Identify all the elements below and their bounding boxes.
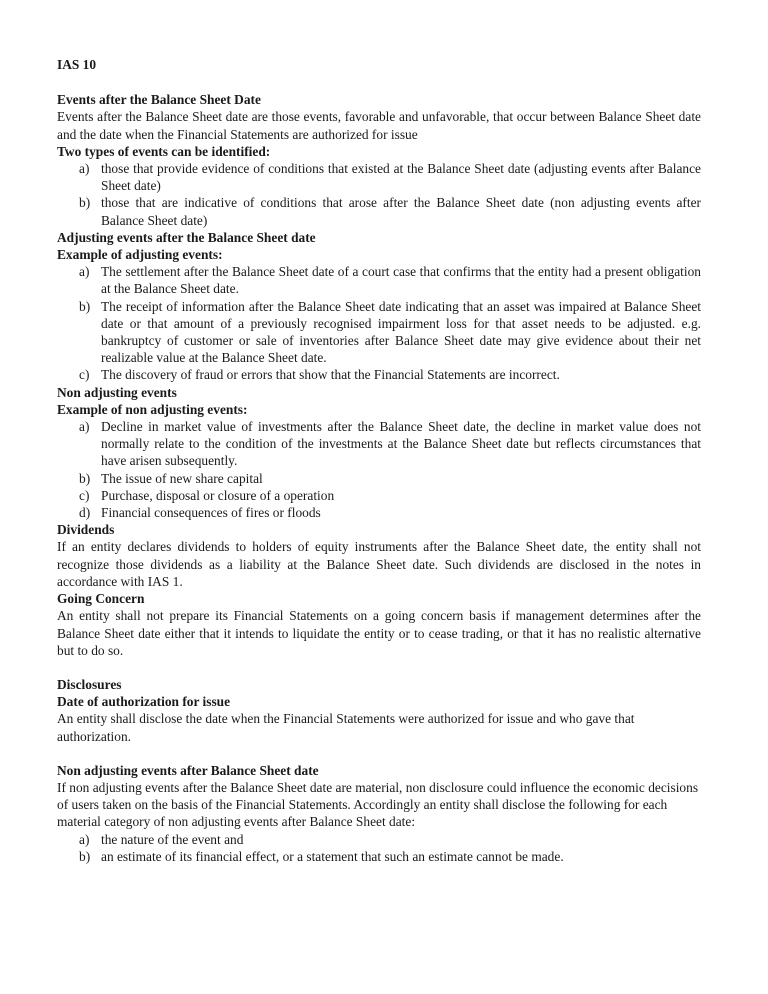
- heading-dividends: Dividends: [57, 522, 115, 538]
- list-marker: a): [79, 419, 90, 435]
- paragraph-going-concern: An entity shall not prepare its Financial Statements on a going concern basis if management determines after the Balance Sheet date either that it intends to liquidate the entity or to cease trading, or that it has no realistic alternative but to do so.: [57, 608, 701, 658]
- heading-non-adjusting-events: Non adjusting events: [57, 384, 177, 400]
- heading-disclosures: Disclosures: [57, 676, 122, 692]
- list-item: [57, 418, 701, 470]
- heading-adjusting-events: Adjusting events after the Balance Sheet date: [57, 229, 316, 245]
- spacer: [57, 745, 701, 762]
- list-item: [57, 504, 701, 521]
- subheading-date-of-authorization: Date of authorization for issue: [57, 694, 231, 710]
- subheading-example-non-adjusting: Example of non adjusting events:: [57, 401, 248, 417]
- list-two-types: [57, 160, 701, 229]
- list-item: [57, 298, 701, 367]
- paragraph-non-adjusting-disclosure: If non adjusting events after the Balance Sheet date are material, non disclosure could influence the economic decisions of users taken on the basis of the Financial Statements. Accordingly an entity shall disclose the following for each material category of non adjusting events after Balance Sheet date:: [57, 779, 699, 830]
- list-item-text: an estimate of its financial effect, or a statement that such an estimate cannot be made.: [101, 848, 564, 864]
- document-title: IAS 10: [57, 57, 97, 72]
- list-marker: a): [79, 264, 90, 280]
- list-disclosure-items: [57, 831, 701, 865]
- list-item: [57, 160, 701, 194]
- list-item-text: The settlement after the Balance Sheet date of a court case that confirms that the entity had a present obligation at the Balance Sheet date.: [101, 264, 701, 297]
- heading-non-adjusting-disclosure: Non adjusting events after Balance Sheet date: [57, 762, 319, 778]
- list-marker: c): [79, 487, 90, 503]
- document-page: [57, 56, 701, 865]
- list-item-text: The receipt of information after the Balance Sheet date indicating that an asset was impaired at Balance Sheet date or that amount of a previously recognised impairment loss for that asset needs to be adjusted. e.g. bankruptcy of customer or sale of inventories after Balance Sheet date may give evidence about their net realizable value at the Balance Sheet date.: [101, 298, 701, 366]
- list-marker: c): [79, 367, 90, 383]
- list-item-text: the nature of the event and: [101, 831, 244, 847]
- paragraph-definition: Events after the Balance Sheet date are those events, favorable and unfavorable, that occur between Balance Sheet date and the date when the Financial Statements are authorized for issue: [57, 109, 701, 142]
- heading-events-after-bs: Events after the Balance Sheet Date: [57, 92, 261, 108]
- list-item-text: The issue of new share capital: [101, 470, 263, 486]
- list-item-text: Decline in market value of investments after the Balance Sheet date, the decline in market value does not normally relate to the condition of the investments at the Balance Sheet date but reflects circumstances that have arisen subsequently.: [101, 419, 701, 469]
- paragraph-dividends: If an entity declares dividends to holders of equity instruments after the Balance Sheet date, the entity shall not recognize those dividends as a liability at the Balance Sheet date. Such dividends are disclosed in the notes in accordance with IAS 1.: [57, 539, 701, 589]
- paragraph-authorization: An entity shall disclose the date when the Financial Statements were authorized for issue and who gave that authorization.: [57, 711, 635, 744]
- list-item-text: Financial consequences of fires or floods: [101, 505, 321, 521]
- list-item-text: Purchase, disposal or closure of a operation: [101, 487, 335, 503]
- list-item: [57, 831, 701, 848]
- list-non-adjusting-examples: [57, 418, 701, 521]
- subheading-example-adjusting: Example of adjusting events:: [57, 247, 223, 263]
- list-item-text: those that are indicative of conditions that arose after the Balance Sheet date (non adjusting events after Balance Sheet date): [101, 195, 701, 228]
- list-item: [57, 470, 701, 487]
- spacer: [57, 659, 701, 676]
- list-item-text: The discovery of fraud or errors that show that the Financial Statements are incorrect.: [101, 367, 560, 383]
- heading-two-types: Two types of events can be identified:: [57, 143, 271, 159]
- list-item: [57, 848, 701, 865]
- list-adjusting-examples: [57, 263, 701, 383]
- list-item: [57, 194, 701, 228]
- list-item: [57, 263, 701, 297]
- list-marker: d): [79, 505, 91, 521]
- list-marker: b): [79, 298, 91, 314]
- list-marker: b): [79, 470, 91, 486]
- list-item: [57, 366, 701, 383]
- list-marker: a): [79, 161, 90, 177]
- list-item: [57, 487, 701, 504]
- heading-going-concern: Going Concern: [57, 591, 145, 607]
- list-marker: b): [79, 195, 91, 211]
- list-marker: b): [79, 848, 91, 864]
- list-marker: a): [79, 831, 90, 847]
- list-item-text: those that provide evidence of conditions that existed at the Balance Sheet date (adjusting events after Balance Sheet date): [101, 161, 701, 194]
